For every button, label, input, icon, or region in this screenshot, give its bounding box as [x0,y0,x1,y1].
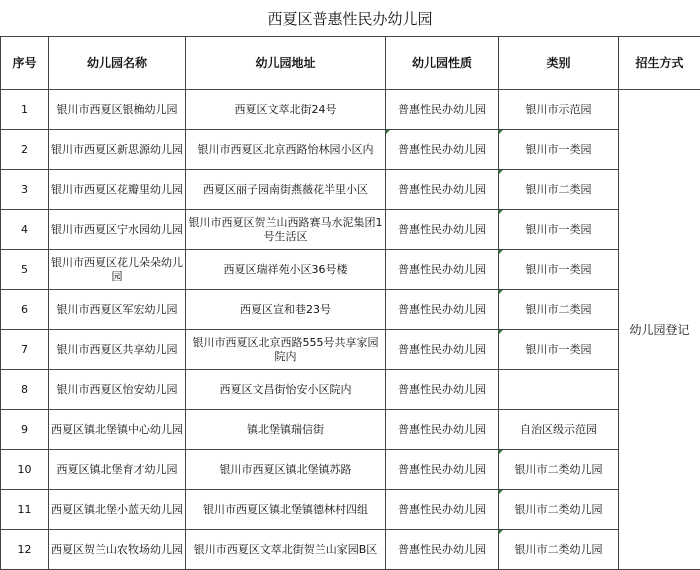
cell-category[interactable]: 银川市二类园 [499,170,619,210]
header-enroll[interactable]: 招生方式 [619,37,700,90]
cell-no[interactable]: 5 [1,250,49,290]
table-row [1,330,700,370]
cell-name[interactable]: 西夏区镇北堡育才幼儿园 [49,450,186,490]
cell-category[interactable]: 银川市二类园 [499,290,619,330]
cell-no[interactable]: 3 [1,170,49,210]
cell-address[interactable]: 银川市西夏区北京西路555号共享家园院内 [186,330,386,370]
cell-name[interactable]: 银川市西夏区军宏幼儿园 [49,290,186,330]
cell-category[interactable]: 银川市示范园 [499,90,619,130]
page-title: 西夏区普惠性民办幼儿园 [0,0,700,37]
table-row [1,90,700,130]
header-category[interactable]: 类别 [499,37,619,90]
cell-nature[interactable]: 普惠性民办幼儿园 [386,290,499,330]
cell-category[interactable]: 银川市一类园 [499,250,619,290]
cell-name[interactable]: 银川市西夏区宁水园幼儿园 [49,210,186,250]
cell-name[interactable]: 银川市西夏区银桷幼儿园 [49,90,186,130]
cell-address[interactable]: 西夏区文萃北街24号 [186,90,386,130]
cell-address[interactable]: 镇北堡镇瑞信街 [186,410,386,450]
table-row [1,290,700,330]
header-address[interactable]: 幼儿园地址 [186,37,386,90]
cell-no[interactable]: 8 [1,370,49,410]
cell-name[interactable]: 西夏区镇北堡小蓝天幼儿园 [49,490,186,530]
cell-address[interactable]: 银川市西夏区镇北堡镇苏路 [186,450,386,490]
cell-address[interactable]: 西夏区文昌街怡安小区院内 [186,370,386,410]
header-nature[interactable]: 幼儿园性质 [386,37,499,90]
cell-nature[interactable]: 普惠性民办幼儿园 [386,410,499,450]
kindergarten-table [0,36,700,570]
cell-category[interactable]: 自治区级示范园 [499,410,619,450]
cell-nature[interactable]: 普惠性民办幼儿园 [386,450,499,490]
cell-category[interactable]: 银川市二类幼儿园 [499,490,619,530]
table-row [1,530,700,570]
table-row [1,490,700,530]
cell-nature[interactable]: 普惠性民办幼儿园 [386,210,499,250]
header-row [1,37,700,90]
cell-no[interactable]: 6 [1,290,49,330]
table-row [1,210,700,250]
cell-nature[interactable]: 普惠性民办幼儿园 [386,90,499,130]
cell-address[interactable]: 银川市西夏区文萃北街贺兰山家园B区 [186,530,386,570]
cell-address[interactable]: 银川市西夏区贺兰山西路赛马水泥集团1号生活区 [186,210,386,250]
cell-category[interactable]: 银川市一类园 [499,330,619,370]
table-row [1,130,700,170]
cell-category[interactable] [499,370,619,410]
cell-name[interactable]: 西夏区镇北堡镇中心幼儿园 [49,410,186,450]
cell-name[interactable]: 银川市西夏区共享幼儿园 [49,330,186,370]
table-row [1,250,700,290]
cell-nature[interactable]: 普惠性民办幼儿园 [386,130,499,170]
cell-no[interactable]: 2 [1,130,49,170]
cell-no[interactable]: 4 [1,210,49,250]
cell-nature[interactable]: 普惠性民办幼儿园 [386,330,499,370]
cell-nature[interactable]: 普惠性民办幼儿园 [386,370,499,410]
cell-address[interactable]: 银川市西夏区北京西路怡林园小区内 [186,130,386,170]
cell-nature[interactable]: 普惠性民办幼儿园 [386,170,499,210]
cell-address[interactable]: 西夏区丽子园南街燕薇花半里小区 [186,170,386,210]
cell-nature[interactable]: 普惠性民办幼儿园 [386,490,499,530]
cell-name[interactable]: 银川市西夏区新思源幼儿园 [49,130,186,170]
cell-category[interactable]: 银川市一类园 [499,210,619,250]
table-row [1,450,700,490]
table-row [1,410,700,450]
header-name[interactable]: 幼儿园名称 [49,37,186,90]
cell-no[interactable]: 11 [1,490,49,530]
table-row [1,170,700,210]
cell-no[interactable]: 9 [1,410,49,450]
cell-address[interactable]: 西夏区瑞祥苑小区36号楼 [186,250,386,290]
cell-nature[interactable]: 普惠性民办幼儿园 [386,530,499,570]
cell-enroll-merged[interactable]: 幼儿园登记 [619,90,700,570]
cell-nature[interactable]: 普惠性民办幼儿园 [386,250,499,290]
cell-name[interactable]: 银川市西夏区怡安幼儿园 [49,370,186,410]
table-body [1,90,700,570]
cell-no[interactable]: 1 [1,90,49,130]
cell-name[interactable]: 银川市西夏区花儿朵朵幼儿园 [49,250,186,290]
cell-category[interactable]: 银川市二类幼儿园 [499,530,619,570]
cell-no[interactable]: 12 [1,530,49,570]
cell-no[interactable]: 7 [1,330,49,370]
cell-name[interactable]: 西夏区贺兰山农牧场幼儿园 [49,530,186,570]
cell-address[interactable]: 银川市西夏区镇北堡镇德林村四组 [186,490,386,530]
cell-category[interactable]: 银川市二类幼儿园 [499,450,619,490]
cell-no[interactable]: 10 [1,450,49,490]
cell-address[interactable]: 西夏区宣和巷23号 [186,290,386,330]
table-row [1,370,700,410]
cell-category[interactable]: 银川市一类园 [499,130,619,170]
cell-name[interactable]: 银川市西夏区花瓣里幼儿园 [49,170,186,210]
header-no[interactable]: 序号 [1,37,49,90]
